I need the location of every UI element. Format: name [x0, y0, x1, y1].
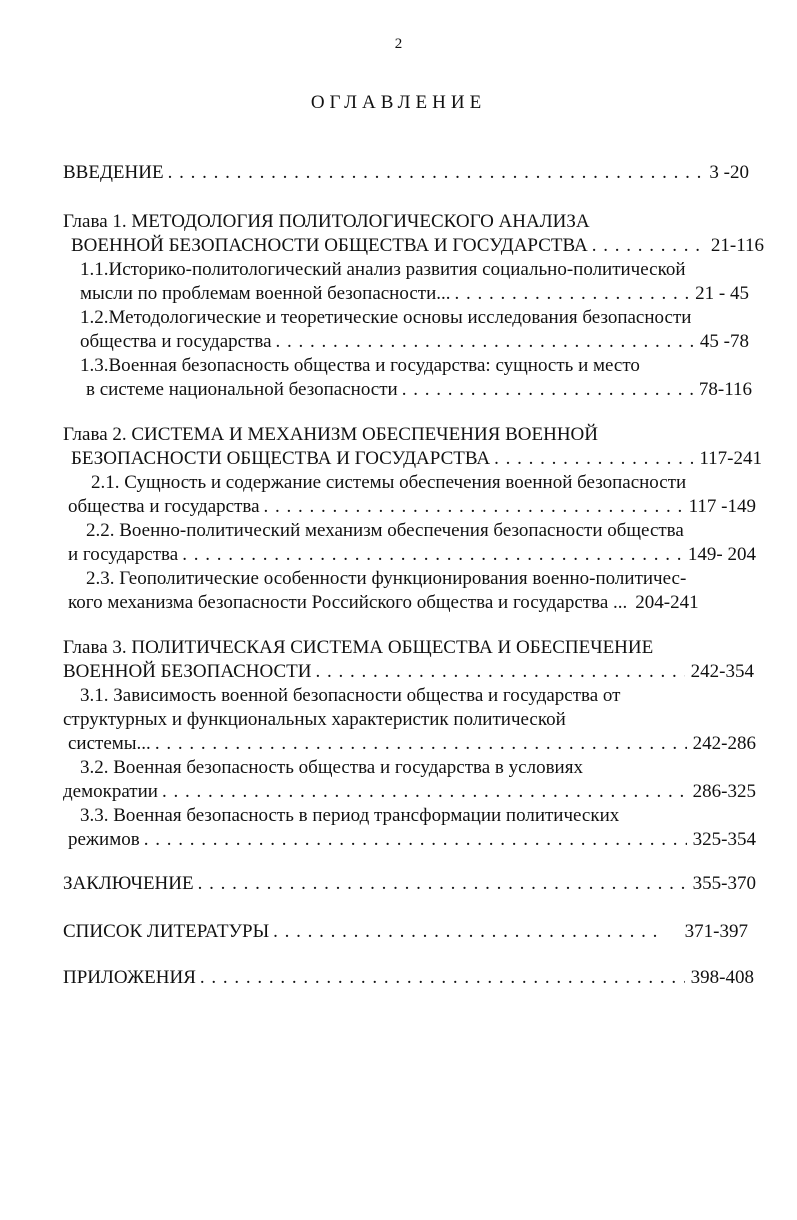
- toc-entry-text: БЕЗОПАСНОСТИ ОБЩЕСТВА И ГОСУДАРСТВА: [71, 448, 491, 469]
- toc-entry-pages: 78-116: [698, 379, 752, 400]
- toc-chapter-3-heading-cont[interactable]: [63, 660, 754, 684]
- toc-entry-text: в системе национальной безопасности: [86, 379, 398, 400]
- toc-section-2-1[interactable]: [91, 471, 686, 495]
- leader-dots: [264, 495, 683, 519]
- toc-section-2-1-cont[interactable]: [68, 495, 756, 519]
- toc-section-1-2[interactable]: [80, 306, 691, 330]
- toc-entry-pages: 21 - 45: [695, 283, 749, 304]
- toc-entry-text: общества и государства: [68, 496, 260, 517]
- toc-section-1-1[interactable]: [80, 258, 686, 282]
- toc-entry-pages: 242-354: [690, 661, 754, 682]
- toc-chapter-3-heading[interactable]: [63, 636, 653, 660]
- leader-dots: [198, 872, 687, 896]
- toc-section-1-2-cont[interactable]: [80, 330, 749, 354]
- toc-entry-text: режимов: [68, 829, 140, 850]
- leader-dots: [182, 543, 682, 567]
- toc-entry-text: ВОЕННОЙ БЕЗОПАСНОСТИ: [63, 661, 312, 682]
- toc-entry-pages: 149- 204: [687, 544, 756, 565]
- toc-section-3-3[interactable]: [80, 804, 619, 828]
- toc-entry-text: мысли по проблемам военной безопасности...: [80, 283, 451, 304]
- toc-section-3-3-cont[interactable]: [68, 828, 756, 852]
- toc-entry-pages: 45 -78: [699, 331, 749, 352]
- toc-entry-text: Глава 3. ПОЛИТИЧЕСКАЯ СИСТЕМА ОБЩЕСТВА И ОБЕСПЕЧЕНИЕ: [63, 637, 654, 658]
- leader-dots: [144, 828, 687, 852]
- toc-entry-pages: 371-397: [684, 921, 748, 942]
- toc-entry-text: 1.2.Методологические и теоретические основы исследования безопасности: [80, 307, 692, 328]
- toc-entry-text: кого механизма безопасности Российского общества и государства ...: [68, 592, 628, 613]
- toc-entry-text: Глава 1. МЕТОДОЛОГИЯ ПОЛИТОЛОГИЧЕСКОГО АНАЛИЗА: [63, 211, 590, 232]
- toc-entry-text: и государства: [68, 544, 179, 565]
- toc-entry-text: 3.1. Зависимость военной безопасности общества и государства от: [80, 685, 621, 706]
- toc-entry-intro[interactable]: [63, 161, 749, 185]
- leader-dots: [315, 660, 684, 684]
- toc-entry-text: 3.2. Военная безопасность общества и государства в условиях: [80, 757, 583, 778]
- toc-section-3-1-cont[interactable]: [63, 708, 566, 732]
- leader-dots: [162, 780, 687, 804]
- leader-dots: [592, 234, 705, 258]
- toc-entry-text: СПИСОК ЛИТЕРАТУРЫ: [63, 921, 270, 942]
- toc-entry-text: демократии: [63, 781, 158, 802]
- toc-entry-text: ЗАКЛЮЧЕНИЕ: [63, 873, 194, 894]
- leader-dots: [454, 282, 689, 306]
- toc-section-2-3-cont[interactable]: [68, 591, 761, 615]
- toc-entry-pages: 325-354: [692, 829, 756, 850]
- toc-entry-text: Глава 2. СИСТЕМА И МЕХАНИЗМ ОБЕСПЕЧЕНИЯ ВОЕННОЙ: [63, 424, 598, 445]
- toc-title: ОГЛАВЛЕНИЕ: [310, 92, 487, 113]
- toc-section-3-2-cont[interactable]: [63, 780, 756, 804]
- toc-entry-pages: 286-325: [692, 781, 756, 802]
- toc-entry-text: 2.3. Геополитические особенности функционирования военно-политичес-: [86, 568, 687, 589]
- toc-chapter-2-heading[interactable]: [63, 423, 598, 447]
- toc-entry-text: ВВЕДЕНИЕ: [63, 162, 164, 183]
- toc-entry-text: 2.1. Сущность и содержание системы обеспечения военной безопасности: [91, 472, 687, 493]
- toc-entry-pages: 117-241: [699, 448, 762, 469]
- toc-entry-text: 1.1.Историко-политологический анализ развития социально-политической: [80, 259, 686, 280]
- toc-chapter-2-heading-cont[interactable]: [71, 447, 762, 471]
- toc-section-1-3-cont[interactable]: [86, 378, 752, 402]
- toc-entry-pages: 355-370: [692, 873, 756, 894]
- toc-section-3-1-cont-2[interactable]: [68, 732, 756, 756]
- toc-section-2-2-cont[interactable]: [68, 543, 756, 567]
- toc-entry-text: ПРИЛОЖЕНИЯ: [63, 967, 196, 988]
- toc-section-3-2[interactable]: [80, 756, 583, 780]
- leader-dots: [276, 330, 694, 354]
- toc-entry-appendices[interactable]: [63, 966, 754, 990]
- toc-entry-text: 1.3.Военная безопасность общества и государства: сущность и место: [80, 355, 640, 376]
- leader-dots: [402, 378, 693, 402]
- toc-entry-pages: 117 -149: [688, 496, 756, 517]
- toc-entry-text: 3.3. Военная безопасность в период трансформации политических: [80, 805, 620, 826]
- leader-dots: [155, 732, 687, 756]
- toc-entry-pages: 3 -20: [709, 162, 749, 183]
- leader-dots: [494, 447, 693, 471]
- toc-entry-text: 2.2. Военно-политический механизм обеспечения безопасности общества: [86, 520, 684, 541]
- toc-entry-pages: 21-116: [710, 235, 764, 256]
- toc-section-1-3[interactable]: [80, 354, 640, 378]
- toc-entry-pages: 398-408: [690, 967, 754, 988]
- toc-chapter-1-heading[interactable]: [63, 210, 590, 234]
- toc-entry-pages: 242-286: [692, 733, 756, 754]
- toc-entry-pages: 204-241: [635, 592, 699, 613]
- toc-entry-text: структурных и функциональных характеристик политической: [63, 709, 566, 730]
- leader-dots: [168, 161, 704, 185]
- toc-entry-text: общества и государства: [80, 331, 272, 352]
- toc-entry-references[interactable]: [63, 920, 748, 944]
- toc-section-2-3[interactable]: [86, 567, 686, 591]
- toc-entry-conclusion[interactable]: [63, 872, 756, 896]
- toc-chapter-1-heading-cont[interactable]: [71, 234, 764, 258]
- toc-entry-text: ВОЕННОЙ БЕЗОПАСНОСТИ ОБЩЕСТВА И ГОСУДАРСТВА: [71, 235, 588, 256]
- toc-section-1-1-cont[interactable]: [80, 282, 749, 306]
- leader-dots: [200, 966, 685, 990]
- toc-entry-text: системы...: [68, 733, 151, 754]
- leader-dots: [273, 920, 665, 944]
- toc-section-3-1[interactable]: [80, 684, 621, 708]
- page-number: 2: [394, 36, 403, 52]
- toc-section-2-2[interactable]: [86, 519, 684, 543]
